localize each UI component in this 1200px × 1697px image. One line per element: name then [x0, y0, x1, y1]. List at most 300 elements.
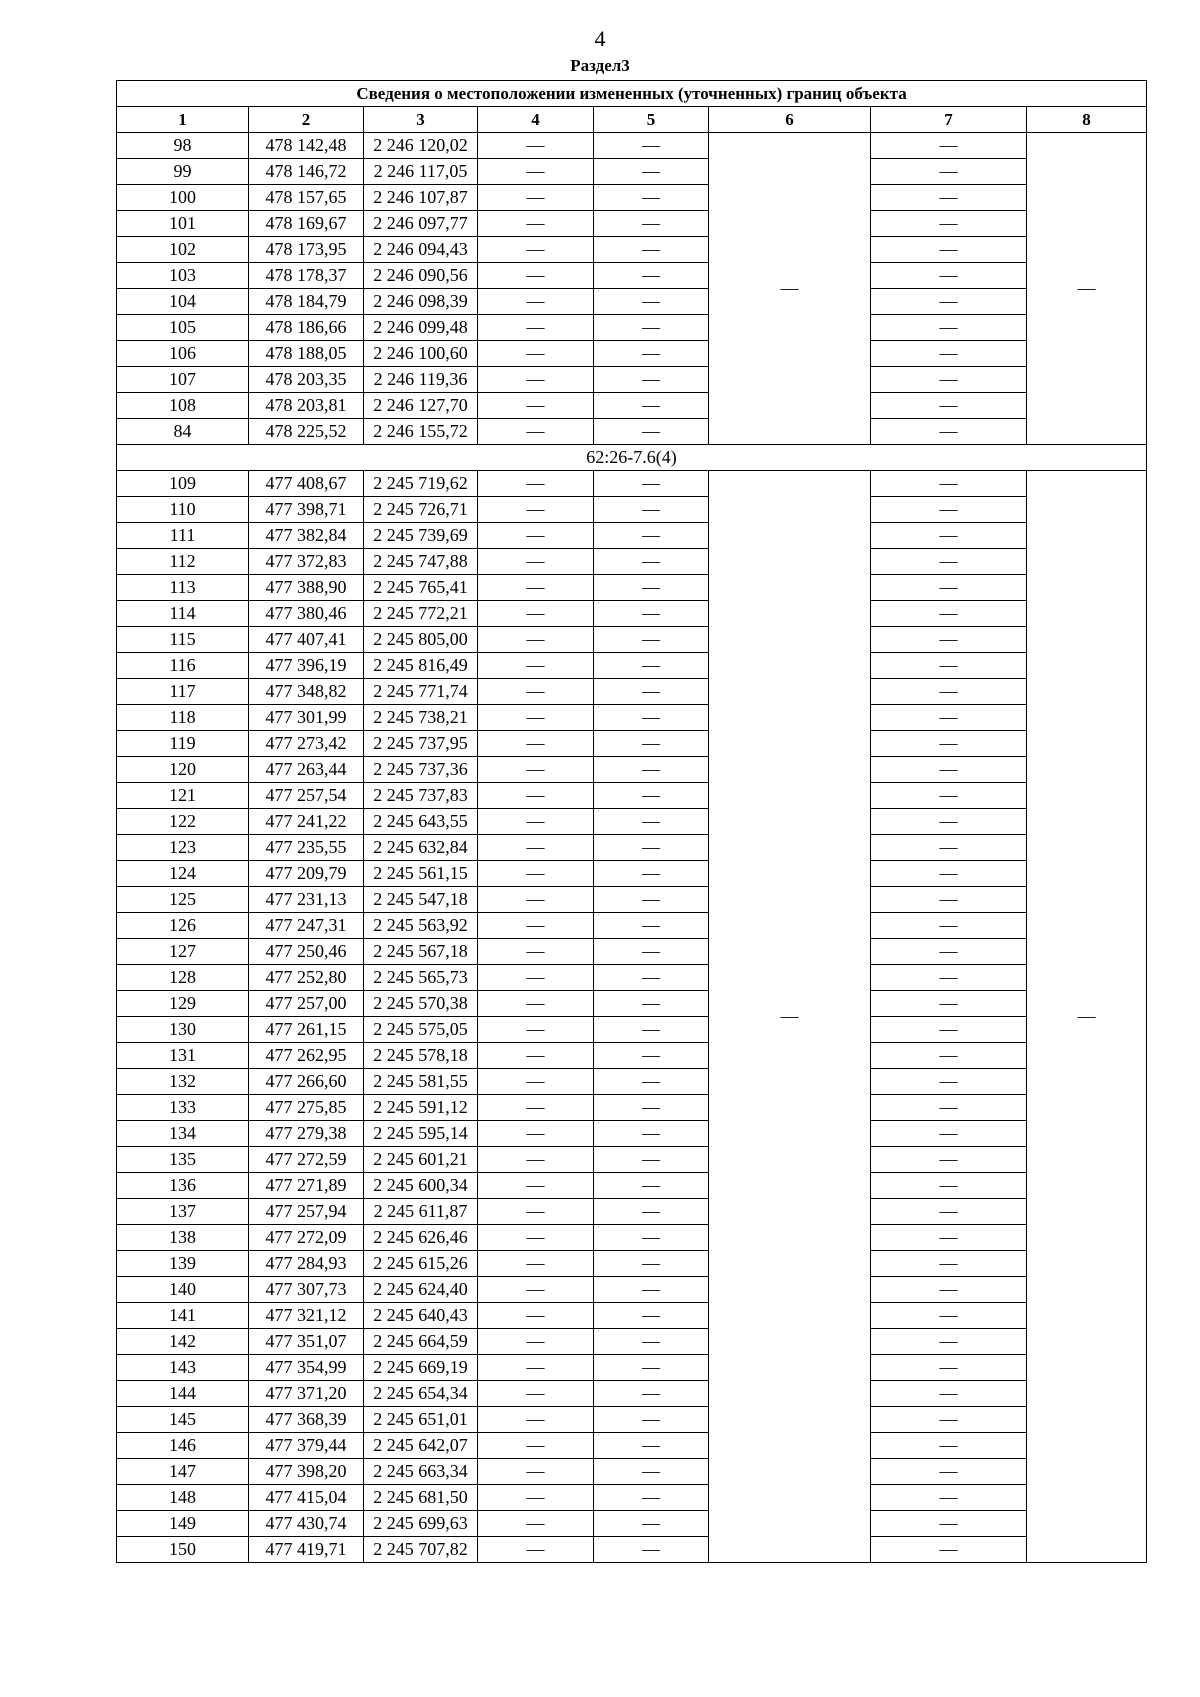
col5-dash-cell: —: [594, 1407, 709, 1433]
col7-dash-cell: —: [871, 1355, 1027, 1381]
col4-dash-cell: —: [478, 263, 594, 289]
col7-dash-cell: —: [871, 237, 1027, 263]
x-coordinate-cell: 477 379,44: [249, 1433, 364, 1459]
point-number-cell: 121: [117, 783, 249, 809]
col7-dash-cell: —: [871, 1043, 1027, 1069]
y-coordinate-cell: 2 246 107,87: [364, 185, 478, 211]
col5-dash-cell: —: [594, 315, 709, 341]
x-coordinate-cell: 478 142,48: [249, 133, 364, 159]
y-coordinate-cell: 2 245 565,73: [364, 965, 478, 991]
point-number-cell: 103: [117, 263, 249, 289]
table-row: [117, 731, 1147, 757]
y-coordinate-cell: 2 245 699,63: [364, 1511, 478, 1537]
x-coordinate-cell: 477 247,31: [249, 913, 364, 939]
table-row: [117, 133, 1147, 159]
x-coordinate-cell: 478 184,79: [249, 289, 364, 315]
col5-dash-cell: —: [594, 289, 709, 315]
y-coordinate-cell: 2 246 098,39: [364, 289, 478, 315]
col5-dash-cell: —: [594, 913, 709, 939]
table-row: [117, 367, 1147, 393]
col5-dash-cell: —: [594, 757, 709, 783]
col7-dash-cell: —: [871, 393, 1027, 419]
col7-dash-cell: —: [871, 653, 1027, 679]
y-coordinate-cell: 2 245 664,59: [364, 1329, 478, 1355]
col5-dash-cell: —: [594, 367, 709, 393]
col4-dash-cell: —: [478, 315, 594, 341]
point-number-cell: 150: [117, 1537, 249, 1563]
table-row: [117, 185, 1147, 211]
col7-dash-cell: —: [871, 1121, 1027, 1147]
point-number-cell: 131: [117, 1043, 249, 1069]
table-row: [117, 1043, 1147, 1069]
x-coordinate-cell: 477 279,38: [249, 1121, 364, 1147]
col4-dash-cell: —: [478, 211, 594, 237]
col7-dash-cell: —: [871, 367, 1027, 393]
point-number-cell: 98: [117, 133, 249, 159]
table-caption: Сведения о местоположении измененных (уточненных) границ объекта: [117, 81, 1147, 107]
col4-dash-cell: —: [478, 757, 594, 783]
column-number: 5: [594, 107, 709, 133]
col5-dash-cell: —: [594, 809, 709, 835]
y-coordinate-cell: 2 245 615,26: [364, 1251, 478, 1277]
col4-dash-cell: —: [478, 731, 594, 757]
col7-dash-cell: —: [871, 757, 1027, 783]
col4-dash-cell: —: [478, 471, 594, 497]
point-number-cell: 129: [117, 991, 249, 1017]
table-row: [117, 159, 1147, 185]
col4-dash-cell: —: [478, 341, 594, 367]
point-number-cell: 99: [117, 159, 249, 185]
table-row: [117, 1511, 1147, 1537]
col5-dash-cell: —: [594, 497, 709, 523]
col5-dash-cell: —: [594, 1199, 709, 1225]
y-coordinate-cell: 2 245 737,95: [364, 731, 478, 757]
col5-dash-cell: —: [594, 549, 709, 575]
col6-merged-cell: —: [709, 133, 871, 445]
x-coordinate-cell: 478 146,72: [249, 159, 364, 185]
column-number: 7: [871, 107, 1027, 133]
col7-dash-cell: —: [871, 315, 1027, 341]
x-coordinate-cell: 477 235,55: [249, 835, 364, 861]
col4-dash-cell: —: [478, 913, 594, 939]
col4-dash-cell: —: [478, 1173, 594, 1199]
col7-dash-cell: —: [871, 185, 1027, 211]
col7-dash-cell: —: [871, 1095, 1027, 1121]
x-coordinate-cell: 477 407,41: [249, 627, 364, 653]
point-number-cell: 118: [117, 705, 249, 731]
table-row: [117, 1485, 1147, 1511]
point-number-cell: 119: [117, 731, 249, 757]
point-number-cell: 109: [117, 471, 249, 497]
point-number-cell: 144: [117, 1381, 249, 1407]
col7-dash-cell: —: [871, 887, 1027, 913]
column-number: 8: [1027, 107, 1147, 133]
col5-dash-cell: —: [594, 1303, 709, 1329]
point-number-cell: 135: [117, 1147, 249, 1173]
col7-dash-cell: —: [871, 913, 1027, 939]
x-coordinate-cell: 477 252,80: [249, 965, 364, 991]
col4-dash-cell: —: [478, 1069, 594, 1095]
col7-dash-cell: —: [871, 1251, 1027, 1277]
col4-dash-cell: —: [478, 1277, 594, 1303]
table-row: [117, 679, 1147, 705]
x-coordinate-cell: 478 178,37: [249, 263, 364, 289]
column-number: 6: [709, 107, 871, 133]
point-number-cell: 124: [117, 861, 249, 887]
col7-dash-cell: —: [871, 1017, 1027, 1043]
table-row: [117, 939, 1147, 965]
y-coordinate-cell: 2 245 765,41: [364, 575, 478, 601]
point-number-cell: 125: [117, 887, 249, 913]
y-coordinate-cell: 2 245 816,49: [364, 653, 478, 679]
table-row: [117, 835, 1147, 861]
point-number-cell: 127: [117, 939, 249, 965]
x-coordinate-cell: 478 203,81: [249, 393, 364, 419]
col7-dash-cell: —: [871, 809, 1027, 835]
table-row: [117, 1459, 1147, 1485]
col5-dash-cell: —: [594, 1433, 709, 1459]
y-coordinate-cell: 2 246 120,02: [364, 133, 478, 159]
col5-dash-cell: —: [594, 939, 709, 965]
x-coordinate-cell: 477 257,94: [249, 1199, 364, 1225]
y-coordinate-cell: 2 245 595,14: [364, 1121, 478, 1147]
col5-dash-cell: —: [594, 1537, 709, 1563]
col5-dash-cell: —: [594, 861, 709, 887]
point-number-cell: 114: [117, 601, 249, 627]
x-coordinate-cell: 478 173,95: [249, 237, 364, 263]
point-number-cell: 113: [117, 575, 249, 601]
y-coordinate-cell: 2 245 747,88: [364, 549, 478, 575]
table-row: [117, 1069, 1147, 1095]
x-coordinate-cell: 477 408,67: [249, 471, 364, 497]
table-row: [117, 913, 1147, 939]
col5-dash-cell: —: [594, 731, 709, 757]
point-number-cell: 122: [117, 809, 249, 835]
col5-dash-cell: —: [594, 653, 709, 679]
point-number-cell: 84: [117, 419, 249, 445]
col4-dash-cell: —: [478, 523, 594, 549]
x-coordinate-cell: 477 307,73: [249, 1277, 364, 1303]
col7-dash-cell: —: [871, 211, 1027, 237]
x-coordinate-cell: 477 372,83: [249, 549, 364, 575]
col7-dash-cell: —: [871, 939, 1027, 965]
y-coordinate-cell: 2 245 737,36: [364, 757, 478, 783]
point-number-cell: 111: [117, 523, 249, 549]
table-row: [117, 315, 1147, 341]
col7-dash-cell: —: [871, 1381, 1027, 1407]
col4-dash-cell: —: [478, 159, 594, 185]
col7-dash-cell: —: [871, 341, 1027, 367]
col7-dash-cell: —: [871, 1485, 1027, 1511]
column-number: 1: [117, 107, 249, 133]
col6-merged-cell: —: [709, 471, 871, 1563]
col5-dash-cell: —: [594, 1095, 709, 1121]
point-number-cell: 143: [117, 1355, 249, 1381]
col5-dash-cell: —: [594, 1017, 709, 1043]
x-coordinate-cell: 478 203,35: [249, 367, 364, 393]
x-coordinate-cell: 478 188,05: [249, 341, 364, 367]
col4-dash-cell: —: [478, 965, 594, 991]
col5-dash-cell: —: [594, 965, 709, 991]
table-row: [117, 965, 1147, 991]
col7-dash-cell: —: [871, 419, 1027, 445]
col7-dash-cell: —: [871, 1225, 1027, 1251]
y-coordinate-cell: 2 245 632,84: [364, 835, 478, 861]
x-coordinate-cell: 477 250,46: [249, 939, 364, 965]
table-row: [117, 1251, 1147, 1277]
col7-dash-cell: —: [871, 497, 1027, 523]
col7-dash-cell: —: [871, 1147, 1027, 1173]
col5-dash-cell: —: [594, 705, 709, 731]
y-coordinate-cell: 2 245 611,87: [364, 1199, 478, 1225]
col7-dash-cell: —: [871, 1511, 1027, 1537]
y-coordinate-cell: 2 246 127,70: [364, 393, 478, 419]
x-coordinate-cell: 477 262,95: [249, 1043, 364, 1069]
y-coordinate-cell: 2 245 654,34: [364, 1381, 478, 1407]
point-number-cell: 101: [117, 211, 249, 237]
col5-dash-cell: —: [594, 1225, 709, 1251]
y-coordinate-cell: 2 245 601,21: [364, 1147, 478, 1173]
y-coordinate-cell: 2 245 547,18: [364, 887, 478, 913]
y-coordinate-cell: 2 246 090,56: [364, 263, 478, 289]
col4-dash-cell: —: [478, 367, 594, 393]
point-number-cell: 139: [117, 1251, 249, 1277]
col7-dash-cell: —: [871, 1173, 1027, 1199]
x-coordinate-cell: 477 231,13: [249, 887, 364, 913]
col4-dash-cell: —: [478, 1251, 594, 1277]
point-number-cell: 115: [117, 627, 249, 653]
y-coordinate-cell: 2 245 737,83: [364, 783, 478, 809]
col7-dash-cell: —: [871, 1329, 1027, 1355]
x-coordinate-cell: 477 301,99: [249, 705, 364, 731]
table-row: [117, 601, 1147, 627]
col4-dash-cell: —: [478, 185, 594, 211]
table-row: [117, 991, 1147, 1017]
col4-dash-cell: —: [478, 679, 594, 705]
table-row: [117, 1537, 1147, 1563]
col8-merged-cell: —: [1027, 471, 1147, 1563]
x-coordinate-cell: 477 284,93: [249, 1251, 364, 1277]
col4-dash-cell: —: [478, 1199, 594, 1225]
col4-dash-cell: —: [478, 1433, 594, 1459]
table-row: [117, 211, 1147, 237]
table-row: [117, 419, 1147, 445]
x-coordinate-cell: 477 380,46: [249, 601, 364, 627]
point-number-cell: 149: [117, 1511, 249, 1537]
col4-dash-cell: —: [478, 1537, 594, 1563]
point-number-cell: 126: [117, 913, 249, 939]
x-coordinate-cell: 478 225,52: [249, 419, 364, 445]
x-coordinate-cell: 477 419,71: [249, 1537, 364, 1563]
x-coordinate-cell: 477 266,60: [249, 1069, 364, 1095]
table-row: [117, 887, 1147, 913]
point-number-cell: 145: [117, 1407, 249, 1433]
x-coordinate-cell: 477 351,07: [249, 1329, 364, 1355]
y-coordinate-cell: 2 245 561,15: [364, 861, 478, 887]
col4-dash-cell: —: [478, 133, 594, 159]
table-row: [117, 861, 1147, 887]
column-number: 3: [364, 107, 478, 133]
col5-dash-cell: —: [594, 601, 709, 627]
col5-dash-cell: —: [594, 237, 709, 263]
col4-dash-cell: —: [478, 1511, 594, 1537]
col5-dash-cell: —: [594, 783, 709, 809]
boundary-table: [116, 80, 1147, 1563]
col4-dash-cell: —: [478, 1329, 594, 1355]
col7-dash-cell: —: [871, 159, 1027, 185]
table-row: [117, 1407, 1147, 1433]
col7-dash-cell: —: [871, 1277, 1027, 1303]
y-coordinate-cell: 2 245 563,92: [364, 913, 478, 939]
x-coordinate-cell: 477 396,19: [249, 653, 364, 679]
x-coordinate-cell: 477 371,20: [249, 1381, 364, 1407]
col4-dash-cell: —: [478, 939, 594, 965]
table-row: [117, 1173, 1147, 1199]
col4-dash-cell: —: [478, 887, 594, 913]
col4-dash-cell: —: [478, 991, 594, 1017]
y-coordinate-cell: 2 245 663,34: [364, 1459, 478, 1485]
point-number-cell: 100: [117, 185, 249, 211]
table-row: [117, 705, 1147, 731]
x-coordinate-cell: 477 348,82: [249, 679, 364, 705]
y-coordinate-cell: 2 245 669,19: [364, 1355, 478, 1381]
x-coordinate-cell: 477 415,04: [249, 1485, 364, 1511]
x-coordinate-cell: 478 186,66: [249, 315, 364, 341]
table-row: [117, 757, 1147, 783]
table-row: [117, 263, 1147, 289]
point-number-cell: 146: [117, 1433, 249, 1459]
col7-dash-cell: —: [871, 1537, 1027, 1563]
table-row: [117, 809, 1147, 835]
point-number-cell: 137: [117, 1199, 249, 1225]
table-row: [117, 1147, 1147, 1173]
x-coordinate-cell: 477 272,59: [249, 1147, 364, 1173]
col7-dash-cell: —: [871, 1069, 1027, 1095]
x-coordinate-cell: 477 321,12: [249, 1303, 364, 1329]
table-row: [117, 1017, 1147, 1043]
y-coordinate-cell: 2 245 591,12: [364, 1095, 478, 1121]
y-coordinate-cell: 2 245 578,18: [364, 1043, 478, 1069]
y-coordinate-cell: 2 245 567,18: [364, 939, 478, 965]
col4-dash-cell: —: [478, 783, 594, 809]
x-coordinate-cell: 477 263,44: [249, 757, 364, 783]
col5-dash-cell: —: [594, 1121, 709, 1147]
column-number: 2: [249, 107, 364, 133]
col5-dash-cell: —: [594, 1381, 709, 1407]
y-coordinate-cell: 2 246 097,77: [364, 211, 478, 237]
x-coordinate-cell: 477 272,09: [249, 1225, 364, 1251]
col7-dash-cell: —: [871, 133, 1027, 159]
y-coordinate-cell: 2 245 642,07: [364, 1433, 478, 1459]
col5-dash-cell: —: [594, 1329, 709, 1355]
y-coordinate-cell: 2 246 100,60: [364, 341, 478, 367]
point-number-cell: 106: [117, 341, 249, 367]
y-coordinate-cell: 2 245 707,82: [364, 1537, 478, 1563]
col4-dash-cell: —: [478, 1355, 594, 1381]
col7-dash-cell: —: [871, 601, 1027, 627]
col5-dash-cell: —: [594, 471, 709, 497]
point-number-cell: 141: [117, 1303, 249, 1329]
y-coordinate-cell: 2 245 681,50: [364, 1485, 478, 1511]
point-number-cell: 136: [117, 1173, 249, 1199]
col7-dash-cell: —: [871, 289, 1027, 315]
col5-dash-cell: —: [594, 159, 709, 185]
point-number-cell: 147: [117, 1459, 249, 1485]
y-coordinate-cell: 2 245 624,40: [364, 1277, 478, 1303]
y-coordinate-cell: 2 245 771,74: [364, 679, 478, 705]
y-coordinate-cell: 2 245 600,34: [364, 1173, 478, 1199]
col5-dash-cell: —: [594, 575, 709, 601]
col7-dash-cell: —: [871, 731, 1027, 757]
x-coordinate-cell: 477 398,20: [249, 1459, 364, 1485]
point-number-cell: 123: [117, 835, 249, 861]
col5-dash-cell: —: [594, 1251, 709, 1277]
y-coordinate-cell: 2 245 651,01: [364, 1407, 478, 1433]
col7-dash-cell: —: [871, 679, 1027, 705]
x-coordinate-cell: 477 388,90: [249, 575, 364, 601]
table-body: [117, 133, 1147, 1563]
column-number: 4: [478, 107, 594, 133]
col7-dash-cell: —: [871, 1303, 1027, 1329]
table-row: [117, 627, 1147, 653]
table-row: [117, 289, 1147, 315]
col4-dash-cell: —: [478, 861, 594, 887]
y-coordinate-cell: 2 245 738,21: [364, 705, 478, 731]
table-row: [117, 1121, 1147, 1147]
table-row: [117, 471, 1147, 497]
col4-dash-cell: —: [478, 1485, 594, 1511]
col4-dash-cell: —: [478, 1303, 594, 1329]
point-number-cell: 117: [117, 679, 249, 705]
col4-dash-cell: —: [478, 497, 594, 523]
col4-dash-cell: —: [478, 627, 594, 653]
col4-dash-cell: —: [478, 1459, 594, 1485]
y-coordinate-cell: 2 245 640,43: [364, 1303, 478, 1329]
col4-dash-cell: —: [478, 419, 594, 445]
col4-dash-cell: —: [478, 1225, 594, 1251]
table-row: [117, 393, 1147, 419]
x-coordinate-cell: 477 241,22: [249, 809, 364, 835]
col5-dash-cell: —: [594, 679, 709, 705]
point-number-cell: 130: [117, 1017, 249, 1043]
x-coordinate-cell: 477 430,74: [249, 1511, 364, 1537]
x-coordinate-cell: 477 257,00: [249, 991, 364, 1017]
col5-dash-cell: —: [594, 835, 709, 861]
col4-dash-cell: —: [478, 289, 594, 315]
col5-dash-cell: —: [594, 991, 709, 1017]
col4-dash-cell: —: [478, 1147, 594, 1173]
table-row: [117, 1199, 1147, 1225]
y-coordinate-cell: 2 246 155,72: [364, 419, 478, 445]
y-coordinate-cell: 2 246 094,43: [364, 237, 478, 263]
x-coordinate-cell: 477 354,99: [249, 1355, 364, 1381]
col5-dash-cell: —: [594, 1043, 709, 1069]
table-row: [117, 341, 1147, 367]
col4-dash-cell: —: [478, 1043, 594, 1069]
y-coordinate-cell: 2 246 119,36: [364, 367, 478, 393]
x-coordinate-cell: 477 273,42: [249, 731, 364, 757]
col5-dash-cell: —: [594, 627, 709, 653]
col7-dash-cell: —: [871, 861, 1027, 887]
page-number: 4: [594, 26, 606, 51]
col7-dash-cell: —: [871, 471, 1027, 497]
x-coordinate-cell: 477 209,79: [249, 861, 364, 887]
point-number-cell: 102: [117, 237, 249, 263]
table-row: [117, 783, 1147, 809]
point-number-cell: 128: [117, 965, 249, 991]
y-coordinate-cell: 2 245 739,69: [364, 523, 478, 549]
col4-dash-cell: —: [478, 601, 594, 627]
